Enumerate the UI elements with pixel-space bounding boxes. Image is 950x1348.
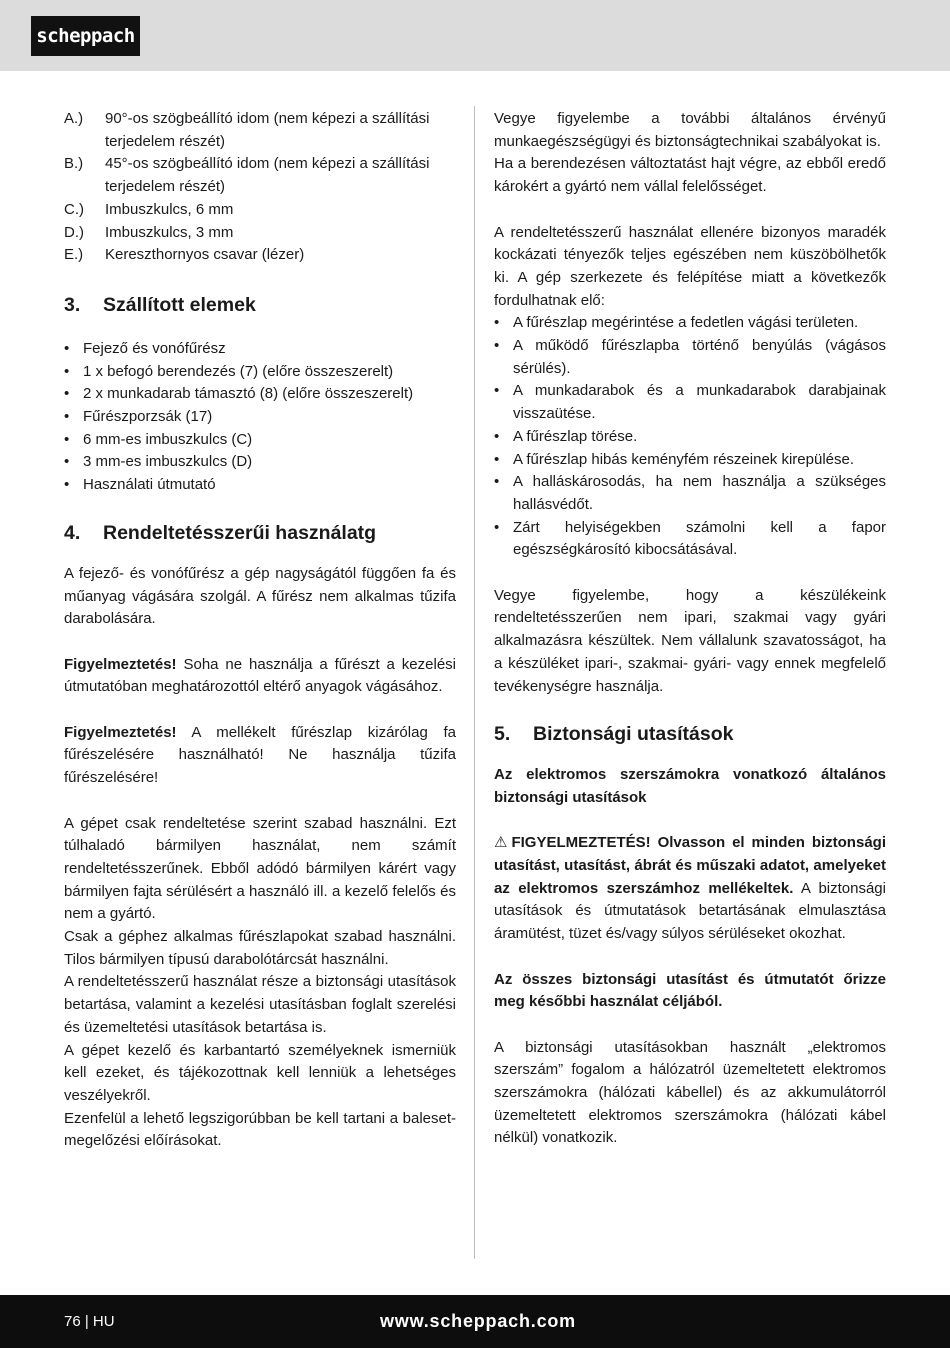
paragraph: Vegye figyelembe, hogy a készülékeink rendeltetésszerűen nem ipari, szakmai vagy gyári alkalmazásra készültek. Nem vállalunk szavatosságot, ha a készüléket ipari-, szakmai- gyári- vagy ennek megfelelő tevékenységre használja.: [494, 586, 886, 695]
accessory-item: D.) Imbuszkulcs, 3 mm: [64, 223, 234, 241]
paragraph: A rendeltetésszerű használat ellenére bizonyos maradék kockázati tényezők teljes egészében nem küszöbölhetők ki. A gép szerkezete és felépítése miatt a következők fordulhatnak elő:: [494, 223, 886, 309]
list-item: • A fűrészlap megérintése a fedetlen vágási területen.: [494, 312, 886, 335]
keep-instructions-paragraph: Az összes biztonsági utasítást és útmutatót őrizze meg későbbi használat céljából.: [494, 970, 886, 1011]
list-item: • A fűrészlap törése.: [494, 426, 886, 449]
paragraph: A rendeltetésszerű használat része a biztonsági utasítások betartása, valamint a kezelési utasításban foglalt szerelési és üzemeltetési utasítások betartása is.: [64, 973, 456, 1036]
page-footer: [0, 1295, 950, 1348]
warning-paragraph: Figyelmeztetés! A mellékelt fűrészlap kizárólag fa fűrészelésére használható! Ne használja tűzifa fűrészelésére!: [64, 723, 456, 787]
accessory-item: B.) 45°-os szögbeállító idom (nem képezi a szállítási terjedelem részét): [64, 155, 430, 196]
paragraph: Ha a berendezésen változtatást hajt végre, az ebből eredő károkért a gyártó nem vállal felelősséget.: [494, 155, 886, 196]
left-column: [64, 108, 456, 1153]
accessory-item: C.) Imbuszkulcs, 6 mm: [64, 200, 234, 218]
safety-subtitle: Az elektromos szerszámokra vonatkozó általános biztonsági utasítások: [494, 766, 886, 806]
column-divider: [474, 106, 475, 1259]
warning-paragraph: Figyelmeztetés! Soha ne használja a fűrészt a kezelési útmutatóban meghatározottól eltérő anyagok vágásához.: [64, 655, 456, 696]
page-header: [0, 0, 950, 71]
accessory-item: A.) 90°-os szögbeállító idom (nem képezi a szállítási terjedelem részét): [64, 110, 430, 150]
scheppach-logo: scheppach: [31, 16, 140, 56]
section-4-heading: 4. Rendeltetésszerűi használatg: [64, 521, 377, 544]
list-item: • Fejező és vonófűrész: [64, 338, 456, 361]
list-item: • 6 mm-es imbuszkulcs (C): [64, 429, 456, 452]
list-item: • Fűrészporzsák (17): [64, 406, 456, 429]
paragraph: Vegye figyelembe a további általános érvényű munkaegészségügyi és biztonságtechnikai szabályokat is.: [494, 110, 886, 150]
list-item: • A munkadarabok és a munkadarabok darabjainak visszaütése.: [494, 380, 886, 425]
accessory-list: [64, 108, 456, 267]
page-number: 76 | HU: [64, 1313, 115, 1330]
paragraph: A gépet csak rendeltetése szerint szabad használni. Ezt túlhaladó bármilyen használat, nem számít rendeltetésszerűnek. Ebből adódó bármilyen kárért vagy bármilyen fajta sérülésért a használó ill. a kezelő felelős és nem a gyártó.: [64, 814, 456, 923]
list-item: • A halláskárosodás, ha nem használja a szükséges hallásvédőt.: [494, 471, 886, 516]
residual-risks-list: [494, 312, 886, 562]
list-item: • 1 x befogó berendezés (7) (előre összeszerelt): [64, 361, 456, 384]
delivery-items-list: [64, 338, 456, 497]
website-link[interactable]: www.scheppach.com: [380, 1311, 576, 1331]
section-5-heading: 5. Biztonsági utasítások: [494, 723, 734, 746]
paragraph: A gépet kezelő és karbantartó személyeknek ismerniük kell ezeket, és tájékozottnak kell lenniük a lehetséges veszélyekről.: [64, 1041, 456, 1104]
accessory-item: E.) Kereszthornyos csavar (lézer): [64, 246, 305, 264]
warning-paragraph: ⚠ FIGYELMEZTETÉS! Olvasson el minden biztonsági utasítást, utasítást, ábrát és műszaki adatot, amelyeket az elektromos szerszámhoz mellékeltek. A biztonsági utasítások és útmutatások betartásának elmulasztása áramütést, tüzet és/vagy súlyos sérüléseket okozhat.: [494, 834, 886, 943]
list-item: • A működő fűrészlapba történő benyúlás (vágásos sérülés).: [494, 335, 886, 380]
list-item: • 2 x munkadarab támasztó (8) (előre összeszerelt): [64, 383, 456, 406]
list-item: • A fűrészlap hibás keményfém részeinek kirepülése.: [494, 449, 886, 472]
paragraph: A biztonsági utasításokban használt „elektromos szerszám” fogalom a hálózatról üzemeltetett elektromos szerszámokra (hálózati kábellel) és az akkumulátorról üzemeltetett elektromos szerszámokra (hálózati kábel nélkül) vonatkozik.: [494, 1038, 886, 1147]
section-3-heading: 3. Szállított elemek: [64, 293, 256, 316]
paragraph: Ezenfelül a lehető legszigorúbban be kell tartani a baleset-megelőzési előírásokat.: [64, 1109, 456, 1150]
right-column: [494, 108, 886, 1150]
warning-triangle-icon: ⚠: [494, 834, 508, 852]
paragraph: Csak a géphez alkalmas fűrészlapokat szabad használni. Tilos bármilyen típusú darabolótárcsát használni.: [64, 928, 456, 968]
list-item: • Használati útmutató: [64, 474, 456, 497]
list-item: • 3 mm-es imbuszkulcs (D): [64, 451, 456, 474]
paragraph: A fejező- és vonófűrész a gép nagyságától függően fa és műanyag vágására szolgál. A fűrész nem alkalmas tűzifa darabolására.: [64, 564, 456, 628]
list-item: • Zárt helyiségekben számolni kell a fapor egészségkárosító kibocsátásával.: [494, 517, 886, 562]
